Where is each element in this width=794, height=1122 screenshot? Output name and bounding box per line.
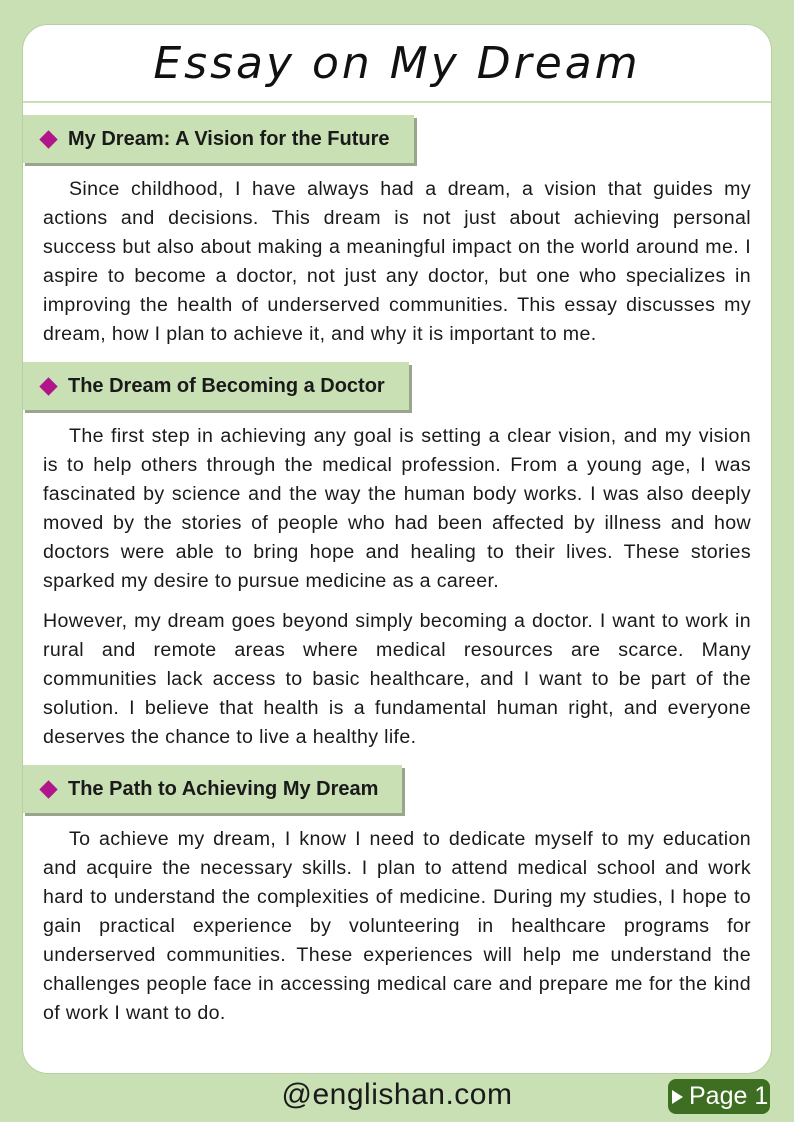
title-bar	[23, 25, 771, 103]
essay-card	[22, 24, 772, 1074]
diamond-bullet-icon	[39, 377, 57, 395]
page-number: Page 1	[689, 1082, 769, 1110]
heading-text: The Path to Achieving My Dream	[68, 777, 379, 800]
paragraph: Since childhood, I have always had a dream, a vision that guides my actions and decisions. This dream is not just about achieving personal success but also about making a meaningful impact on the world around me. I aspire to become a doctor, not just any doctor, but one who specializes in improving the health of underserved communities. This essay discusses my dream, how I plan to achieve it, and why it is important to me.	[43, 178, 751, 345]
section-heading-3	[23, 765, 771, 813]
page-title: Essay on My Dream	[153, 37, 641, 89]
page-badge	[668, 1079, 770, 1114]
section-heading-2	[23, 362, 771, 410]
paragraph: However, my dream goes beyond simply becoming a doctor. I want to work in rural and remote areas where medical resources are scarce. Many communities lack access to basic healthcare, and I want to be part of the solution. I believe that health is a fundamental human right, and everyone deserves the chance to live a healthy life.	[43, 610, 751, 748]
diamond-bullet-icon	[39, 780, 57, 798]
heading-text: My Dream: A Vision for the Future	[68, 127, 390, 150]
paragraph: The first step in achieving any goal is setting a clear vision, and my vision is to help others through the medical profession. From a young age, I was fascinated by science and the way the human body works. I was also deeply moved by the stories of people who had been affected by illness and how doctors were able to bring hope and healing to their lives. These stories sparked my desire to pursue medicine as a career.	[43, 425, 751, 592]
heading-text: The Dream of Becoming a Doctor	[68, 374, 385, 397]
footer-site: @englishan.com	[281, 1078, 513, 1111]
diamond-bullet-icon	[39, 130, 57, 148]
heading-tab	[22, 765, 402, 813]
section-heading-1	[23, 115, 771, 163]
paragraph: To achieve my dream, I know I need to dedicate myself to my education and acquire the necessary skills. I plan to attend medical school and work hard to understand the complexities of medicine. During my studies, I hope to gain practical experience by volunteering in healthcare programs for underserved communities. These experiences will help me understand the challenges people face in accessing medical care and prepare me for the kind of work I want to do.	[43, 828, 751, 1024]
arrow-right-icon	[672, 1090, 683, 1104]
heading-tab	[22, 115, 414, 163]
heading-tab	[22, 362, 409, 410]
